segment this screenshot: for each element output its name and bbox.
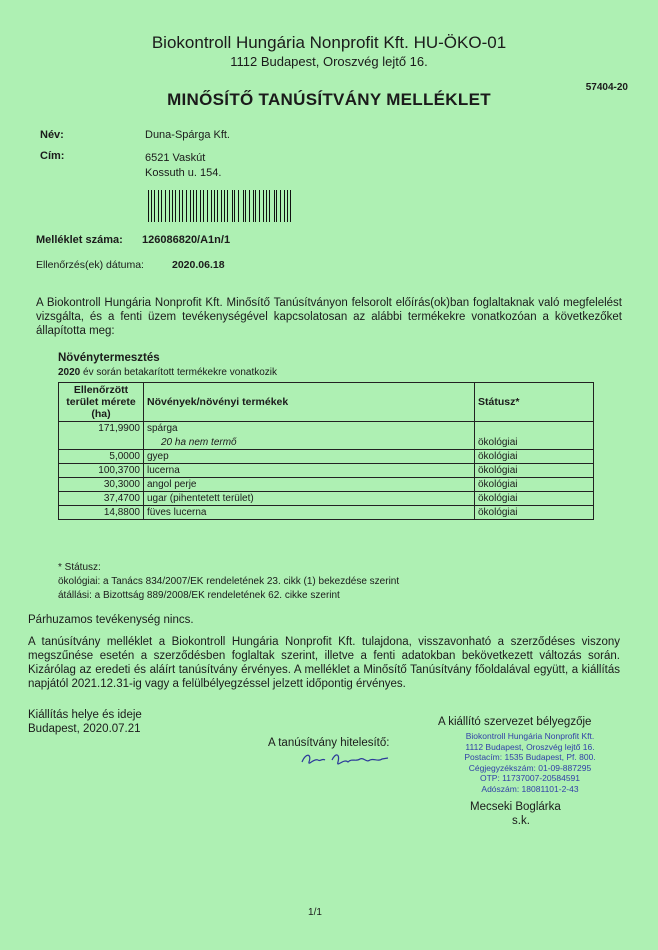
- issuer-name: Biokontroll Hungária Nonprofit Kft. HU-ÖKO-01: [151, 33, 507, 52]
- organization-stamp: [440, 731, 620, 794]
- table-row: [59, 450, 594, 464]
- stamp-line: Adószám: 18081101-2-43: [481, 783, 579, 794]
- barcode-bar: [290, 190, 291, 222]
- issue-label: Kiállítás helye és ideje: [28, 709, 142, 721]
- barcode-bar: [158, 190, 159, 222]
- status-cell: ökológiai: [475, 506, 594, 520]
- holder-name: Duna-Spárga Kft.: [145, 129, 230, 141]
- barcode: [148, 190, 294, 222]
- status-cell: ökológiai: [475, 492, 594, 506]
- harvest-year: 2020: [58, 367, 81, 378]
- page-number: 1/1: [308, 907, 322, 918]
- stamp-label: A kiállító szervezet bélyegzője: [438, 716, 592, 728]
- product-name: angol perje: [147, 479, 197, 490]
- product-name: gyep: [147, 451, 169, 462]
- barcode-bar: [224, 190, 225, 222]
- barcode-bar: [227, 190, 228, 222]
- barcode-bar: [245, 190, 246, 222]
- page-title: MINŐSÍTŐ TANÚSÍTVÁNY MELLÉKLET: [167, 90, 491, 109]
- status-header: Státusz*: [475, 383, 594, 422]
- table-row: [59, 478, 594, 492]
- barcode-bar: [263, 190, 264, 222]
- status-cell: ökológiai: [475, 464, 594, 478]
- address-label: Cím:: [40, 150, 65, 162]
- products-table: [58, 382, 594, 520]
- stamp-line: Cégjegyzékszám: 01-09-887295: [468, 762, 592, 773]
- product-name: füves lucerna: [147, 507, 207, 518]
- barcode-bar: [182, 190, 183, 222]
- stamp-line: 1112 Budapest, Oroszvég lejtő 16.: [465, 741, 595, 752]
- authenticator-signature: [300, 748, 392, 772]
- area-cell: 171,9900: [59, 422, 144, 450]
- barcode-bar: [190, 190, 191, 222]
- barcode-bar: [274, 190, 275, 222]
- authenticator-label: A tanúsítvány hitelesítő:: [268, 737, 390, 749]
- area-cell: 14,8800: [59, 506, 144, 520]
- annex-number-label: Melléklet száma:: [36, 234, 123, 246]
- issuer-address: 1112 Budapest, Oroszvég lejtő 16.: [230, 54, 428, 69]
- status-cell: ökológiai: [475, 450, 594, 464]
- product-cell: [144, 450, 475, 464]
- product-cell: [144, 422, 475, 450]
- document-code: 57404-20: [585, 82, 628, 93]
- stamp-line: Biokontroll Hungária Nonprofit Kft.: [465, 731, 595, 741]
- parallel-activity: Párhuzamos tevékenység nincs.: [28, 614, 194, 626]
- section-title: Növénytermesztés: [58, 352, 160, 364]
- table-row: [59, 422, 594, 450]
- stamp-line: Postacím: 1535 Budapest, Pf. 800.: [464, 752, 596, 762]
- issue-value: Budapest, 2020.07.21: [28, 723, 141, 735]
- signer-suffix: s.k.: [512, 815, 530, 827]
- inspection-date-label: Ellenőrzés(ek) dátuma:: [36, 259, 144, 271]
- product-name: lucerna: [147, 465, 180, 476]
- product-header: Növények/növényi termékek: [144, 383, 475, 422]
- area-cell: 37,4700: [59, 492, 144, 506]
- validity-paragraph: A tanúsítvány melléklet a Biokontroll Hungária Nonprofit Kft. tulajdona, visszavonható a szerződéses viszony megszűnése esetén a szerződésben foglaltak szerint, illetve a fenti adatokban bekövetkezett változás során. Kizárólag az eredeti és aláírt tanúsítvány érvényes. A melléklet a Minősítő Tanúsítvány főoldalával együtt, a kiállítás napjától 2021.12.31-ig vagy a felülbélyegzéssel jelzett időpontig érvényes.: [28, 636, 620, 690]
- address-line1: 6521 Vaskút: [145, 152, 206, 164]
- footnote-title: * Státusz:: [58, 562, 101, 573]
- status-cell: ökológiai: [475, 478, 594, 492]
- harvest-text: év során betakarított termékekre vonatkozik: [83, 367, 278, 378]
- address-line2: Kossuth u. 154.: [145, 167, 222, 179]
- product-cell: [144, 506, 475, 520]
- table-row: [59, 492, 594, 506]
- area-cell: 30,3000: [59, 478, 144, 492]
- barcode-bar: [148, 190, 149, 222]
- barcode-bar: [203, 190, 204, 222]
- footnote-conversion: átállási: a Bizottság 889/2008/EK rendeletének 62. cikke szerint: [58, 590, 340, 601]
- barcode-bar: [234, 190, 235, 222]
- product-name: ugar (pihentetett terület): [147, 493, 254, 504]
- status-cell: ökológiai: [475, 422, 594, 450]
- area-cell: 100,3700: [59, 464, 144, 478]
- signer-name: Mecseki Boglárka: [470, 801, 561, 813]
- barcode-bar: [280, 190, 281, 222]
- area-cell: 5,0000: [59, 450, 144, 464]
- table-header-row: [59, 383, 594, 422]
- intro-paragraph: A Biokontroll Hungária Nonprofit Kft. Minősítő Tanúsítványon felsorolt előírás(ok)ban foglaltaknak való megfelelést vizsgálta, és a fenti üzem tevékenységével kapcsolatosan az alábbi termékekre vonatkozóan a következőket állapította meg:: [36, 297, 622, 337]
- barcode-bar: [214, 190, 215, 222]
- product-cell: [144, 478, 475, 492]
- product-name: spárga: [147, 423, 178, 434]
- barcode-bar: [200, 190, 201, 222]
- product-cell: [144, 464, 475, 478]
- name-label: Név:: [40, 129, 64, 141]
- table-row: [59, 506, 594, 520]
- inspection-date: 2020.06.18: [172, 259, 225, 271]
- product-cell: [144, 492, 475, 506]
- area-header: Ellenőrzött terület mérete (ha): [59, 383, 144, 422]
- product-note: 20 ha nem termő: [161, 437, 237, 448]
- footnote-ecological: ökológiai: a Tanács 834/2007/EK rendeletének 23. cikk (1) bekezdése szerint: [58, 576, 400, 587]
- section-subtitle: [58, 367, 277, 378]
- barcode-bar: [255, 190, 256, 222]
- annex-number: 126086820/A1n/1: [142, 234, 231, 246]
- table-row: [59, 464, 594, 478]
- barcode-bar: [165, 190, 166, 222]
- barcode-bar: [169, 190, 170, 222]
- stamp-line: OTP: 11737007-20584591: [479, 773, 581, 783]
